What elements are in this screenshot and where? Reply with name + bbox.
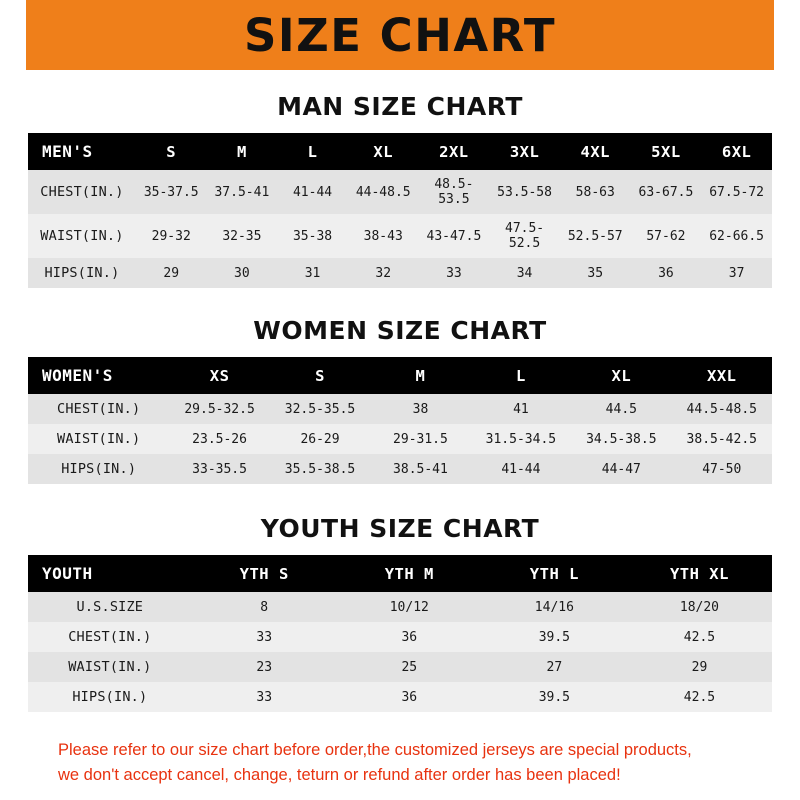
table-cell: 53.5-58 <box>489 170 560 214</box>
men-col-5xl: 5XL <box>651 142 681 161</box>
men-row-label-chest: CHEST(IN.) <box>28 170 136 214</box>
header-band <box>0 0 800 70</box>
chart-content <box>0 92 800 788</box>
youth-col-l: YTH L <box>529 564 579 583</box>
page-title: SIZE CHART <box>243 8 557 62</box>
table-cell: 33 <box>192 622 337 652</box>
men-col-4xl: 4XL <box>580 142 610 161</box>
footer-note-line-1: Please refer to our size chart before order,the customized jerseys are special products, <box>58 741 692 759</box>
section-title-women: WOMEN SIZE CHART <box>253 316 547 345</box>
table-cell: 32-35 <box>207 214 278 258</box>
men-row-label-hips: HIPS(IN.) <box>28 258 136 288</box>
men-row-label-waist: WAIST(IN.) <box>28 214 136 258</box>
table-cell: 8 <box>192 592 337 622</box>
table-cell: 47-50 <box>672 454 772 484</box>
table-cell: 29.5-32.5 <box>169 394 269 424</box>
table-cell: 38.5-42.5 <box>672 424 772 454</box>
table-cell: 42.5 <box>627 682 772 712</box>
table-row <box>28 170 772 214</box>
table-cell: 67.5-72 <box>701 170 772 214</box>
table-cell: 33 <box>419 258 490 288</box>
table-cell: 41-44 <box>471 454 571 484</box>
women-col-xxl: XXL <box>707 366 737 385</box>
table-cell: 31.5-34.5 <box>471 424 571 454</box>
table-cell: 63-67.5 <box>631 170 702 214</box>
table-cell: 38 <box>370 394 470 424</box>
table-cell: 44.5-48.5 <box>672 394 772 424</box>
men-col-m: M <box>236 142 247 161</box>
table-cell: 42.5 <box>627 622 772 652</box>
table-cell: 38-43 <box>348 214 419 258</box>
youth-col-s: YTH S <box>239 564 289 583</box>
table-cell: 23 <box>192 652 337 682</box>
table-cell: 27 <box>482 652 627 682</box>
table-cell: 14/16 <box>482 592 627 622</box>
table-cell: 36 <box>337 622 482 652</box>
table-cell: 31 <box>277 258 348 288</box>
table-cell: 10/12 <box>337 592 482 622</box>
youth-col-m: YTH M <box>384 564 434 583</box>
table-cell: 44-48.5 <box>348 170 419 214</box>
table-cell: 25 <box>337 652 482 682</box>
table-row <box>28 424 772 454</box>
women-row-label-hips: HIPS(IN.) <box>28 454 169 484</box>
table-cell: 39.5 <box>482 682 627 712</box>
table-cell: 32 <box>348 258 419 288</box>
youth-row-label-hips: HIPS(IN.) <box>28 682 192 712</box>
women-size-table <box>28 357 772 484</box>
table-cell: 29 <box>627 652 772 682</box>
table-row <box>28 622 772 652</box>
table-cell: 33-35.5 <box>169 454 269 484</box>
table-cell: 39.5 <box>482 622 627 652</box>
men-col-s: S <box>166 142 177 161</box>
table-cell: 62-66.5 <box>701 214 772 258</box>
table-cell: 38.5-41 <box>370 454 470 484</box>
table-cell: 37.5-41 <box>207 170 278 214</box>
table-cell: 44.5 <box>571 394 671 424</box>
footer-note <box>28 738 772 788</box>
women-col-m: M <box>415 366 426 385</box>
table-header-row <box>28 555 772 592</box>
table-cell: 44-47 <box>571 454 671 484</box>
youth-row-label-us-size: U.S.SIZE <box>28 592 192 622</box>
table-cell: 47.5-52.5 <box>489 214 560 258</box>
women-col-xs: XS <box>209 366 230 385</box>
table-cell: 33 <box>192 682 337 712</box>
table-cell: 36 <box>337 682 482 712</box>
table-header-row <box>28 357 772 394</box>
men-col-2xl: 2XL <box>439 142 469 161</box>
table-cell: 41 <box>471 394 571 424</box>
table-cell: 41-44 <box>277 170 348 214</box>
men-col-6xl: 6XL <box>721 142 752 161</box>
women-col-s: S <box>315 366 325 385</box>
section-title-men: MAN SIZE CHART <box>277 92 523 121</box>
table-cell: 35-37.5 <box>136 170 207 214</box>
table-cell: 58-63 <box>560 170 631 214</box>
footer-note-line-2: we don't accept cancel, change, teturn or refund after order has been placed! <box>58 765 621 784</box>
table-header-row <box>28 133 772 170</box>
table-cell: 34 <box>489 258 560 288</box>
women-row-label-waist: WAIST(IN.) <box>28 424 169 454</box>
table-cell: 23.5-26 <box>169 424 269 454</box>
table-cell: 30 <box>207 258 278 288</box>
table-cell: 36 <box>631 258 702 288</box>
women-row-label-chest: CHEST(IN.) <box>28 394 169 424</box>
table-cell: 34.5-38.5 <box>571 424 671 454</box>
table-cell: 35-38 <box>277 214 348 258</box>
table-cell: 52.5-57 <box>560 214 631 258</box>
youth-col-xl: YTH XL <box>669 564 729 583</box>
table-cell: 57-62 <box>631 214 702 258</box>
men-col-3xl: 3XL <box>509 142 540 161</box>
women-col-xl: XL <box>611 366 632 385</box>
table-cell: 37 <box>701 258 772 288</box>
table-cell: 29-32 <box>136 214 207 258</box>
table-cell: 35 <box>560 258 631 288</box>
table-row <box>28 454 772 484</box>
table-cell: 29-31.5 <box>370 424 470 454</box>
men-col-xl: XL <box>373 142 394 161</box>
women-col-l: L <box>515 366 526 385</box>
table-row <box>28 214 772 258</box>
men-size-table <box>28 133 772 288</box>
youth-row-label-waist: WAIST(IN.) <box>28 652 192 682</box>
youth-size-table <box>28 555 772 712</box>
table-row <box>28 394 772 424</box>
table-cell: 35.5-38.5 <box>270 454 370 484</box>
table-cell: 18/20 <box>627 592 772 622</box>
table-row <box>28 652 772 682</box>
youth-row-label-chest: CHEST(IN.) <box>28 622 192 652</box>
section-title-youth: YOUTH SIZE CHART <box>260 514 540 543</box>
table-cell: 26-29 <box>270 424 370 454</box>
table-cell: 43-47.5 <box>419 214 490 258</box>
table-cell: 29 <box>136 258 207 288</box>
table-cell: 48.5-53.5 <box>419 170 490 214</box>
table-cell: 32.5-35.5 <box>270 394 370 424</box>
men-col-l: L <box>307 142 318 161</box>
women-header-label: WOMEN'S <box>42 366 113 385</box>
table-row <box>28 592 772 622</box>
men-header-label: MEN'S <box>42 142 93 161</box>
table-row <box>28 258 772 288</box>
table-row <box>28 682 772 712</box>
youth-header-label: YOUTH <box>42 564 93 583</box>
